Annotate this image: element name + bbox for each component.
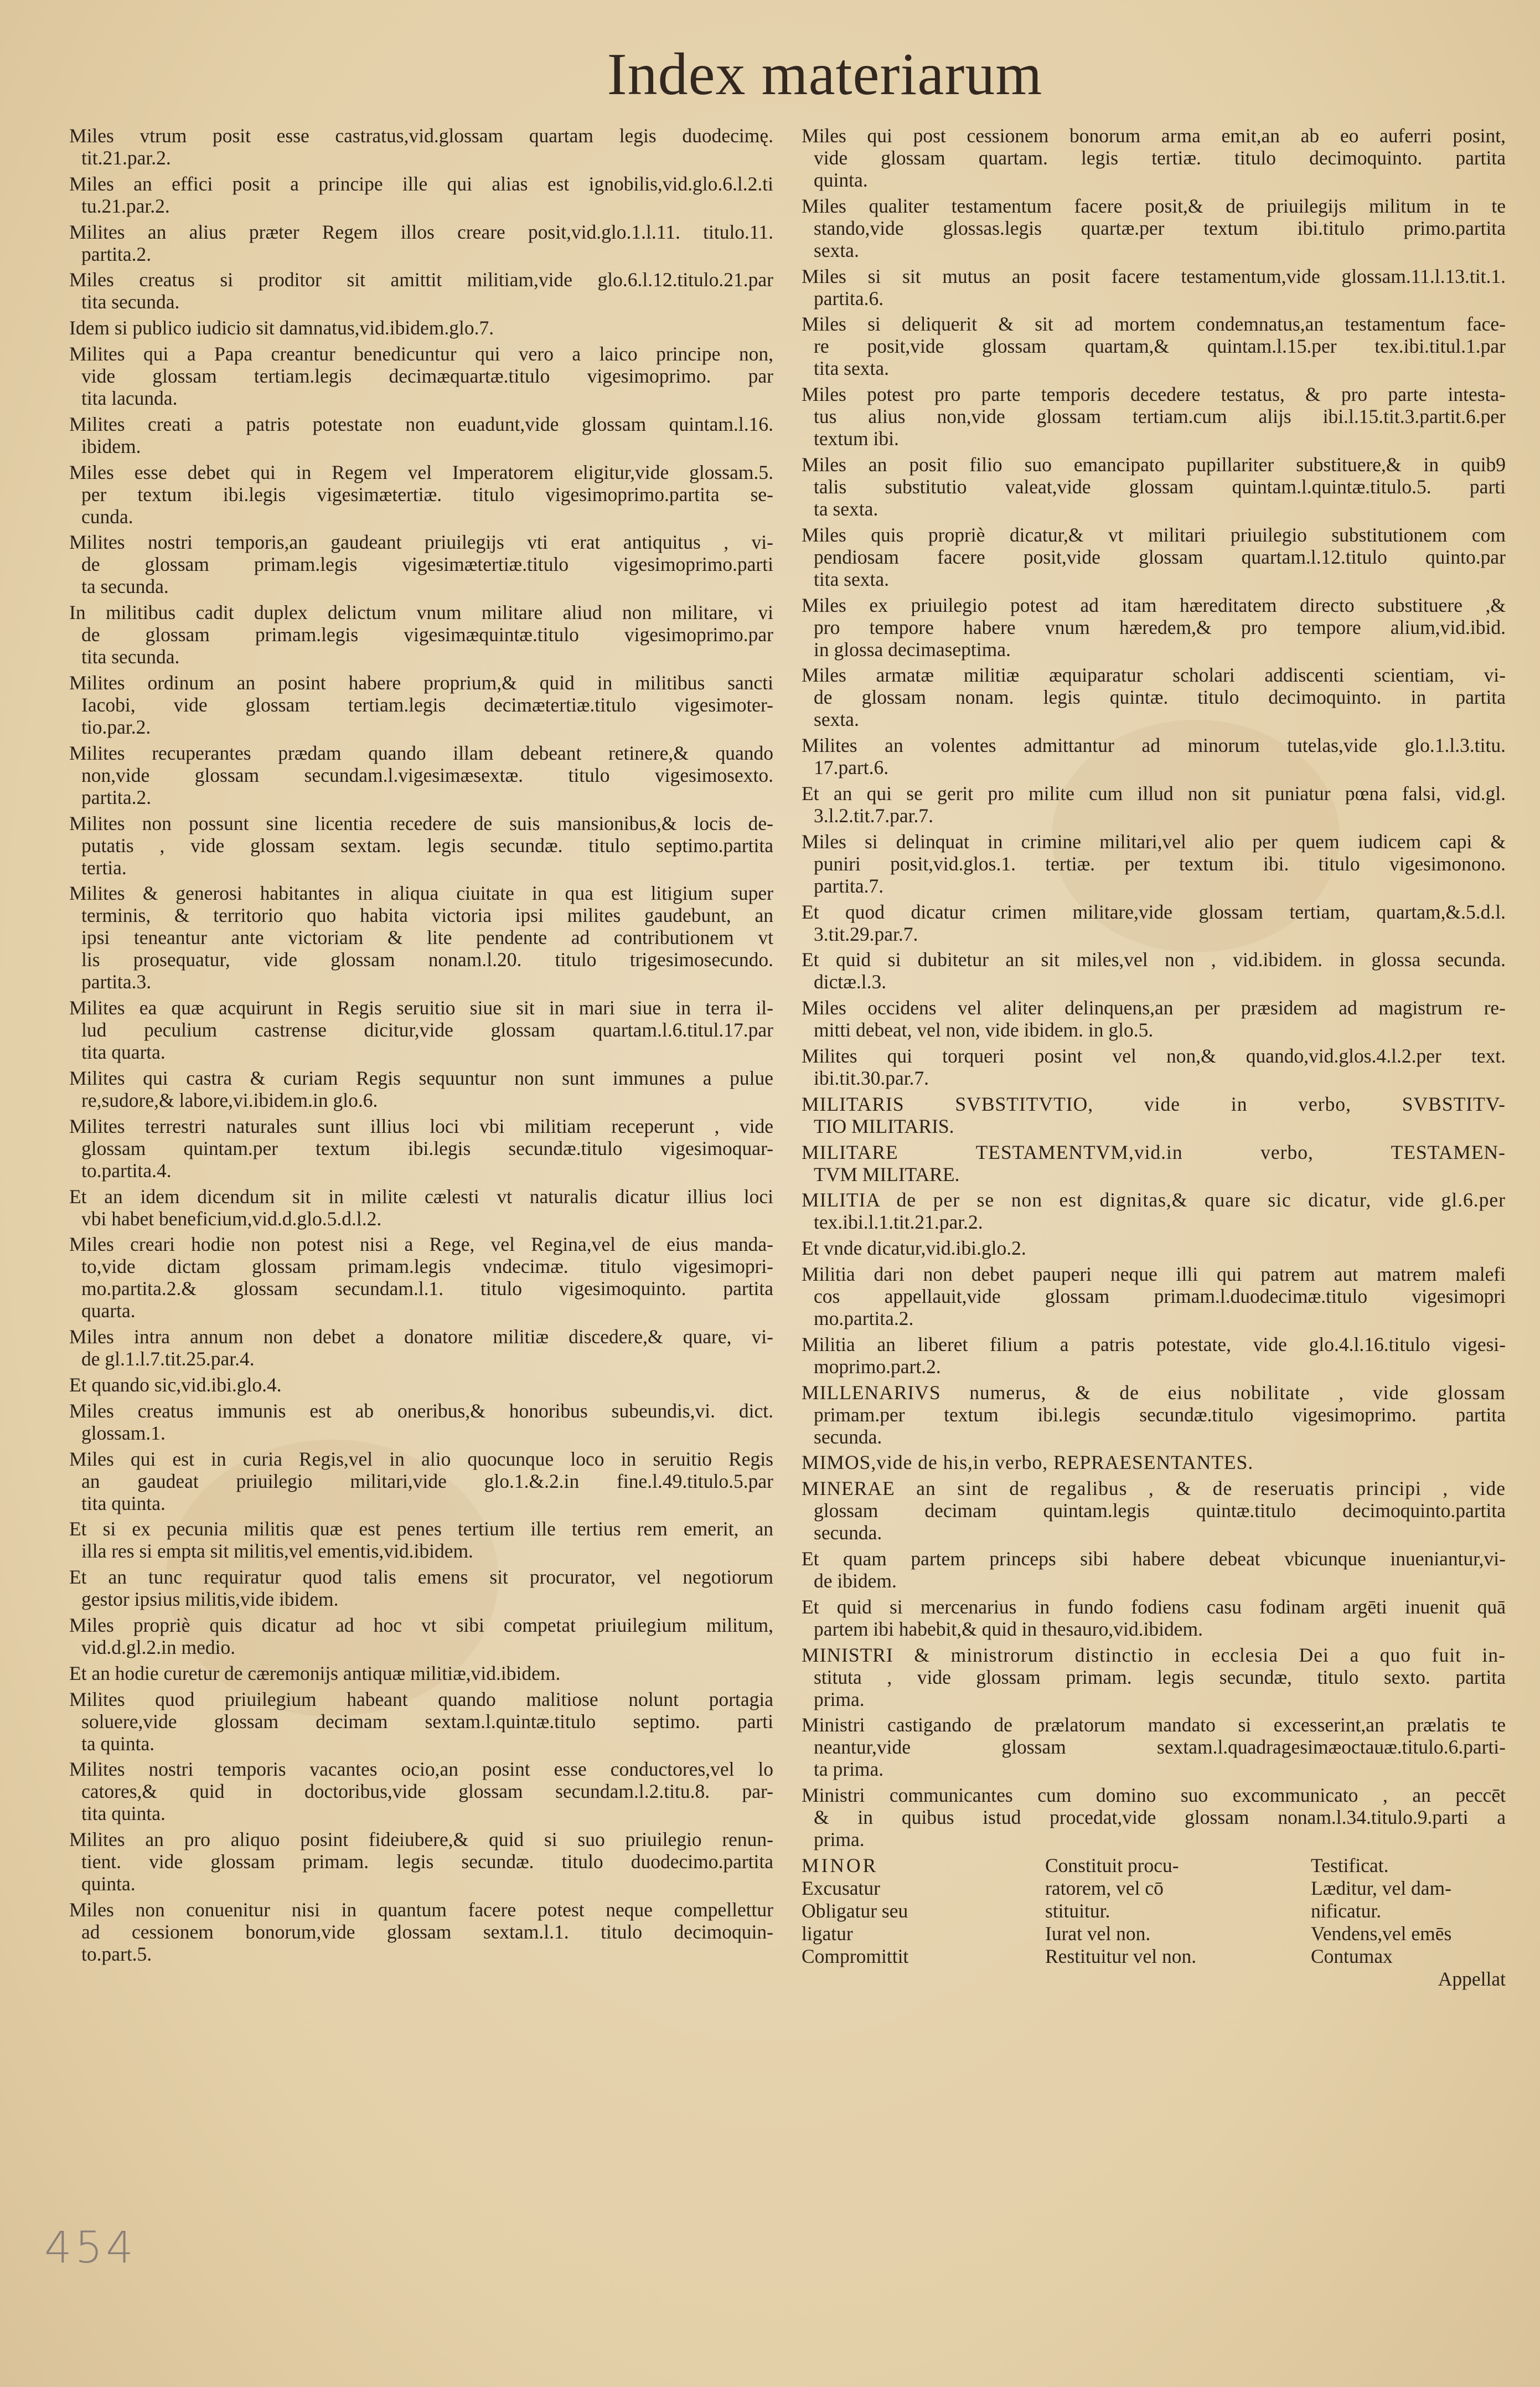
index-entry (69, 1185, 773, 1230)
entry-line: Milites nostri temporis vacantes ocio,an posint esse conductores,vel lo (69, 1758, 773, 1781)
entry-line: MINISTRI & ministrorum distinctio in ecclesia Dei a quo fuit in- (802, 1643, 1506, 1666)
entry-line: Miles quis propriè dicatur,& vt militari priuilegio substitutionem com (802, 523, 1506, 546)
entry-line: ta prima. (814, 1758, 884, 1781)
entry-line: ta sexta. (814, 497, 878, 520)
index-entry (69, 1448, 773, 1514)
entry-line: terminis, & territorio quo habita victoria ipsi milites gaudebunt, an (81, 904, 773, 927)
entry-line: to.partita.4. (81, 1159, 172, 1182)
entry-line: tient. vide glossam primam. legis secundæ. titulo duodecimo.partita (81, 1850, 773, 1873)
entry-line: de gl.1.l.7.tit.25.par.4. (81, 1348, 255, 1370)
entry-line: stituta , vide glossam primam. legis secundæ, titulo sexto. partita (814, 1666, 1506, 1688)
entry-line: Miles propriè quis dicatur ad hoc vt sibi competat priuilegium militum, (69, 1613, 773, 1636)
entry-line: MINERAE an sint de regalibus , & de reseruatis principi , vide (802, 1477, 1506, 1500)
entry-line: vide glossam tertiam.legis decimæquartæ.titulo vigesimoprimo. par (81, 364, 773, 387)
index-entry (802, 1263, 1506, 1329)
minor-subentry: Restituitur vel non. (1045, 1945, 1197, 1967)
entry-line: pro tempore habere vnum hæredem,& pro tempore alium,vid.ibid. (814, 616, 1506, 638)
minor-subentry: Vendens,vel emēs (1311, 1922, 1452, 1945)
minor-subentry: Excusatur (802, 1876, 880, 1899)
entry-line: Miles si delinquat in crimine militari,vel alio per quem iudicem capi & (802, 830, 1506, 853)
entry-line: moprimo.part.2. (814, 1355, 941, 1378)
entry-line: lis prosequatur, vide glossam nonam.l.20. titulo trigesimosecundo. (81, 948, 773, 971)
entry-line: Miles qui post cessionem bonorum arma emit,an ab eo auferri posint, (802, 125, 1506, 147)
minor-subentry: ratorem, vel cō (1045, 1876, 1164, 1899)
index-entry (69, 742, 773, 808)
entry-line: Milites non possunt sine licentia recedere de suis mansionibus,& locis de- (69, 812, 773, 834)
minor-subentry: Iurat vel non. (1045, 1922, 1151, 1945)
minor-subentry: Compromittit (802, 1945, 909, 1967)
entry-line: MILITARIS SVBSTITVTIO, vide in verbo, SVBSTITV- (802, 1092, 1506, 1115)
index-entry (69, 1614, 773, 1658)
entry-line: de ibidem. (814, 1569, 897, 1592)
entry-line: stando,vide glossas.legis quartæ.per textum ibi.titulo primo.partita (814, 216, 1506, 239)
entry-line: mitti debeat, vel non, vide ibidem. in glo.5. (814, 1019, 1154, 1042)
entry-line: putatis , vide glossam sextam. legis secundæ. titulo septimo.partita (81, 834, 773, 857)
entry-line: Miles esse debet qui in Regem vel Imperatorem eligitur,vide glossam.5. (69, 461, 773, 483)
entry-line: Et quid si mercenarius in fundo fodiens casu fodinam argēti inuenit quā (802, 1595, 1506, 1618)
entry-line: ad cessionem bonorum,vide glossam sextam.l.1. titulo decimoquin- (81, 1920, 773, 1943)
index-entry (802, 125, 1506, 191)
index-entry (69, 125, 773, 169)
index-entry (69, 461, 773, 528)
entry-line: Et vnde dicatur,vid.ibi.glo.2. (802, 1237, 1026, 1260)
entry-line: Miles si sit mutus an posit facere testamentum,vide glossam.11.l.13.tit.1. (802, 265, 1506, 287)
entry-line: mo.partita.2.& glossam secundam.l.1. titulo vigesimoquinto. partita (81, 1277, 773, 1300)
index-entry (69, 1067, 773, 1111)
entry-line: Et quid si dubitetur an sit miles,vel non , vid.ibidem. in glossa secunda. (802, 948, 1506, 971)
index-entry (69, 1400, 773, 1444)
entry-line: neantur,vide glossam sextam.l.quadragesimæoctauæ.titulo.6.parti- (814, 1736, 1506, 1759)
entry-line: Et an hodie curetur de cæremonijs antiquæ militiæ,vid.ibidem. (69, 1662, 561, 1684)
entry-line: Milites an pro aliquo posint fideiubere,& quid si suo priuilegio renun- (69, 1828, 773, 1851)
minor-subentry (1045, 1968, 1311, 1991)
entry-line: glossam decimam quintam.legis quintæ.titulo decimoquinto.partita (814, 1499, 1506, 1522)
entry-line: partita.7. (814, 874, 884, 897)
entry-line: Milites qui castra & curiam Regis sequuntur non sunt immunes a pulue (69, 1066, 773, 1089)
entry-line: Miles si deliquerit & sit ad mortem condemnatus,an testamentum face- (802, 313, 1506, 336)
entry-line: tex.ibi.l.1.tit.21.par.2. (814, 1211, 983, 1234)
index-entry (69, 1758, 773, 1824)
minor-subentry: Contumax (1311, 1945, 1393, 1967)
entry-line: ta quinta. (81, 1732, 155, 1755)
entry-line: tita quinta. (81, 1492, 166, 1514)
index-entry (802, 1784, 1506, 1850)
minor-subentry: ligatur (802, 1922, 853, 1945)
entry-line: talis substitutio valeat,vide glossam quintam.l.quintæ.titulo.5. parti (814, 475, 1506, 498)
index-entry (802, 1644, 1506, 1710)
entry-line: gestor ipsius militis,vide ibidem. (81, 1588, 339, 1611)
entry-line: Miles creatus immunis est ab oneribus,& honoribus subeundis,vi. dict. (69, 1399, 773, 1422)
entry-line: Milites qui torqueri posint vel non,& quando,vid.glos.4.l.2.per text. (802, 1044, 1506, 1067)
entry-line: cos appellauit,vide glossam primam.l.duodecimæ.titulo vigesimopri (814, 1285, 1506, 1307)
entry-line: MILLENARIVS numerus, & de eius nobilitate , vide glossam (802, 1381, 1506, 1404)
entry-line: prima. (814, 1828, 865, 1851)
entry-line: Militia an liberet filium a patris potestate, vide glo.4.l.16.titulo vigesi- (802, 1333, 1506, 1355)
entry-line: de glossam primam.legis vigesimæquintæ.titulo vigesimoprimo.par (81, 623, 773, 646)
entry-line: vid.d.gl.2.in medio. (81, 1636, 236, 1658)
index-entry (69, 672, 773, 738)
minor-subentry: MINOR (802, 1854, 878, 1876)
index-entry (69, 882, 773, 993)
minor-subentry: Testificat. (1311, 1854, 1389, 1876)
entry-line: textum ibi. (814, 427, 899, 450)
entry-line: vbi habet beneficium,vid.d.glo.5.d.l.2. (81, 1207, 382, 1230)
entry-line: glossam.1. (81, 1421, 166, 1444)
entry-line: Miles an effici posit a principe ille qui alias est ignobilis,vid.glo.6.l.2.ti (69, 172, 773, 195)
index-entry (69, 173, 773, 217)
entry-line: pendiosam facere posit,vide glossam quartam.l.12.titulo quinto.par (814, 545, 1506, 568)
entry-line: Milites & generosi habitantes in aliqua ciuitate in qua est litigium super (69, 882, 773, 905)
index-entry (802, 453, 1506, 520)
index-entry (802, 1381, 1506, 1448)
entry-line: Milites quod priuilegium habeant quando malitiose nolunt portagia (69, 1688, 773, 1710)
index-entry (69, 812, 773, 879)
entry-line: Et an idem dicendum sit in milite cælesti vt naturalis dicatur illius loci (69, 1185, 773, 1208)
entry-line: soluere,vide glossam decimam sextam.l.quintæ.titulo septimo. parti (81, 1710, 773, 1733)
entry-line: TIO MILITARIS. (814, 1115, 954, 1137)
entry-line: dictæ.l.3. (814, 971, 887, 993)
entry-line: prima. (814, 1688, 865, 1710)
index-entry (802, 265, 1506, 310)
entry-line: de glossam primam.legis vigesimætertiæ.titulo vigesimoprimo.parti (81, 553, 773, 576)
index-entry (802, 1045, 1506, 1089)
entry-line: de glossam nonam. legis quintæ. titulo decimoquinto. in partita (814, 686, 1506, 709)
entry-line: vide glossam quartam. legis tertiæ. titulo decimoquinto. partita (814, 147, 1506, 169)
entry-line: quinta. (81, 1873, 136, 1895)
entry-line: tertia. (81, 856, 127, 879)
entry-line: Miles creari hodie non potest nisi a Rege, vel Regina,vel de eius manda- (69, 1233, 773, 1256)
entry-line: quinta. (814, 169, 868, 191)
index-entry (802, 383, 1506, 450)
entry-line: Miles potest pro parte temporis decedere testatus, & pro parte intesta- (802, 383, 1506, 406)
entry-line: secunda. (814, 1522, 882, 1544)
entry-line: Ministri castigando de prælatorum mandato si excesserint,an prælatis te (802, 1714, 1506, 1736)
entry-line: glossam quintam.per textum ibi.legis secundæ.titulo vigesimoquar- (81, 1137, 773, 1159)
index-entry (802, 1548, 1506, 1592)
entry-line: Militia dari non debet pauperi neque illi qui patrem aut matrem malefi (802, 1262, 1506, 1285)
entry-line: Milites ea quæ acquirunt in Regis seruitio siue sit in mari siue in terra il- (69, 997, 773, 1019)
entry-line: & in quibus istud procedat,vide glossam nonam.l.34.titulo.9.parti a (814, 1806, 1506, 1829)
entry-line: illa res si empta sit militis,vel ementis,vid.ibidem. (81, 1540, 473, 1563)
entry-line: tita sexta. (814, 568, 890, 590)
entry-line: tita quinta. (81, 1802, 166, 1825)
index-entry (802, 594, 1506, 661)
entry-line: tu.21.par.2. (81, 194, 170, 217)
folio-number: 454 (44, 2223, 137, 2273)
entry-line: Miles vtrum posit esse castratus,vid.glossam quartam legis duodecimę. (69, 125, 773, 147)
minor-subentry: stituitur. (1045, 1899, 1110, 1922)
index-entry (69, 531, 773, 597)
index-entry (802, 1333, 1506, 1378)
entry-line: Milites terrestri naturales sunt illius loci vbi militiam receperunt , vide (69, 1115, 773, 1137)
entry-line: ipsi teneantur ante victoriam & lite pendente ad contributionem vt (81, 926, 773, 949)
entry-line: 3.tit.29.par.7. (814, 922, 918, 945)
index-entry (802, 1477, 1506, 1544)
minor-subentry: Obligatur seu (802, 1899, 908, 1922)
index-entry (69, 997, 773, 1063)
entry-line: Miles intra annum non debet a donatore militiæ discedere,& quare, vi- (69, 1326, 773, 1348)
entry-line: re,sudore,& labore,vi.ibidem.in glo.6. (81, 1089, 378, 1111)
entry-line: Miles armatæ militiæ æquiparatur scholari addiscenti scientiam, vi- (802, 664, 1506, 687)
entry-line: to.part.5. (81, 1942, 152, 1965)
entry-line: 17.part.6. (814, 756, 889, 779)
entry-line: secunda. (814, 1425, 882, 1448)
entry-line: MILITARE TESTAMENTVM,vid.in verbo, TESTAMEN- (802, 1141, 1506, 1163)
minor-subentry: Constituit procu- (1045, 1854, 1179, 1876)
entry-line: non,vide glossam secundam.l.vigesimæsextæ. titulo vigesimosexto. (81, 764, 773, 786)
index-entry (69, 1662, 773, 1684)
entry-line: Miles non conuenitur nisi in quantum facere potest neque compellettur (69, 1898, 773, 1921)
entry-line: Miles creatus si proditor sit amittit militiam,vide glo.6.l.12.titulo.21.par (69, 269, 773, 291)
entry-line: tita secunda. (81, 291, 180, 313)
entry-line: partita.6. (814, 287, 884, 310)
entry-line: tita lacunda. (81, 386, 178, 409)
index-entry (69, 1326, 773, 1370)
index-entry (69, 1518, 773, 1562)
entry-line: re posit,vide glossam quartam,& quintam.l.15.per tex.ibi.titul.1.par (814, 335, 1506, 358)
minor-subentry: Læditur, vel dam- (1311, 1876, 1451, 1899)
entry-line: partita.2. (81, 243, 152, 265)
entry-line: Iacobi, vide glossam tertiam.legis decimætertiæ.titulo vigesimoter- (81, 693, 773, 716)
right-column-entries (802, 125, 1506, 1850)
entry-line: puniri posit,vid.glos.1. tertiæ. per textum ibi. titulo vigesimonono. (814, 852, 1506, 875)
index-entry (802, 1189, 1506, 1233)
index-entry (802, 901, 1506, 945)
right-column (802, 125, 1506, 1991)
entry-line: quarta. (81, 1300, 136, 1322)
entry-line: Milites nostri temporis,an gaudeant priuilegijs vti erat antiquitus , vi- (69, 531, 773, 554)
entry-line: tio.par.2. (81, 715, 151, 738)
entry-line: partem ibi habebit,& quid in thesauro,vid.ibidem. (814, 1617, 1203, 1640)
minor-subentry (802, 1968, 1045, 1991)
entry-line: MILITIA de per se non est dignitas,& quare sic dicatur, vide gl.6.per (802, 1189, 1506, 1211)
index-entry (802, 734, 1506, 779)
index-entry (69, 221, 773, 265)
entry-line: In militibus cadit duplex delictum vnum militare aliud non militare, vi (69, 601, 773, 624)
index-entry (802, 1141, 1506, 1185)
entry-line: Miles an posit filio suo emancipato pupillariter substituere,& in quib9 (802, 453, 1506, 476)
entry-line: in glossa decimaseptima. (814, 638, 1011, 661)
entry-line: tita sexta. (814, 357, 890, 380)
entry-line: catores,& quid in doctoribus,vide glossam secundam.l.2.titu.8. par- (81, 1780, 773, 1803)
index-entry (802, 1093, 1506, 1137)
entry-line: Et quando sic,vid.ibi.glo.4. (69, 1373, 282, 1396)
entry-line: Milites ordinum an posint habere proprium,& quid in militibus sancti (69, 671, 773, 694)
entry-line: TVM MILITARE. (814, 1163, 960, 1185)
entry-line: Miles ex priuilegio potest ad itam hæreditatem directo substituere ,& (802, 594, 1506, 616)
index-entry (802, 524, 1506, 590)
entry-line: lud peculium castrense dicitur,vide glossam quartam.l.6.titul.17.par (81, 1019, 773, 1042)
entry-line: Et quam partem princeps sibi habere debeat vbicunque inueniantur,vi- (802, 1547, 1506, 1570)
entry-line: ta secunda. (81, 575, 169, 598)
index-entry (802, 948, 1506, 993)
index-entry (69, 1115, 773, 1182)
index-entry (802, 313, 1506, 379)
entry-line: Miles occidens vel aliter delinquens,an per præsidem ad magistrum re- (802, 997, 1506, 1019)
entry-line: tit.21.par.2. (81, 147, 171, 169)
index-entry (802, 997, 1506, 1041)
index-entry (69, 1828, 773, 1895)
index-entry (69, 1374, 773, 1396)
index-entry (802, 195, 1506, 261)
entry-line: Milites creati a patris potestate non euadunt,vide glossam quintam.l.16. (69, 413, 773, 435)
entry-line: Milites an volentes admittantur ad minorum tutelas,vide glo.1.l.3.titu. (802, 734, 1506, 757)
index-entry (69, 317, 773, 339)
entry-line: to,vide dictam glossam primam.legis vndecimæ. titulo vigesimopri- (81, 1255, 773, 1278)
entry-line: cunda. (81, 505, 133, 528)
entry-line: ibidem. (81, 435, 141, 457)
index-entry (802, 1237, 1506, 1259)
index-entry (802, 831, 1506, 897)
entry-line: sexta. (814, 239, 859, 261)
index-entry (802, 1451, 1506, 1473)
entry-line: partita.3. (81, 971, 152, 993)
entry-line: sexta. (814, 708, 859, 731)
index-entry (69, 1899, 773, 1965)
index-entry (69, 269, 773, 313)
index-entry (69, 1688, 773, 1755)
entry-line: Et si ex pecunia militis quæ est penes tertium ille tertius rem emerit, an (69, 1518, 773, 1540)
entry-line: tus alius non,vide glossam tertiam.cum alijs ibi.l.15.tit.3.partit.6.per (814, 405, 1506, 428)
entry-line: primam.per textum ibi.legis secundæ.titulo vigesimoprimo. partita (814, 1403, 1506, 1426)
entry-line: partita.2. (81, 786, 152, 808)
index-entry (802, 1596, 1506, 1640)
entry-line: Miles qui est in curia Regis,vel in alio quocunque loco in seruitio Regis (69, 1447, 773, 1470)
entry-line: Et quod dicatur crimen militare,vide glossam tertiam, quartam,&.5.d.l. (802, 900, 1506, 923)
entry-line: Et an qui se gerit pro milite cum illud non sit puniatur pœna falsi, vid.gl. (802, 782, 1506, 805)
entry-line: Milites recuperantes prædam quando illam debeant retinere,& quando (69, 741, 773, 764)
left-column (69, 125, 773, 1969)
entry-line: Idem si publico iudicio sit damnatus,vid.ibidem.glo.7. (69, 317, 494, 339)
entry-line: Et an tunc requiratur quod talis emens sit procurator, vel negotiorum (69, 1566, 773, 1589)
entry-line: Miles qualiter testamentum facere posit,& de priuilegijs militum in te (802, 194, 1506, 217)
index-entry (69, 413, 773, 457)
entry-line: Milites an alius præter Regem illos creare posit,vid.glo.1.l.11. titulo.11. (69, 220, 773, 243)
index-entry (69, 343, 773, 409)
index-entry (69, 1233, 773, 1322)
entry-line: MIMOS,vide de his,in verbo, REPRAESENTANTES. (802, 1451, 1254, 1474)
index-entry (802, 664, 1506, 730)
index-entry (69, 1566, 773, 1610)
minor-subentry: Appellat (1438, 1967, 1506, 1990)
entry-line: Milites qui a Papa creantur benedicuntur qui vero a laico principe non, (69, 342, 773, 365)
entry-line: Ministri communicantes cum domino suo excommunicato , an peccēt (802, 1784, 1506, 1807)
entry-line: 3.l.2.tit.7.par.7. (814, 804, 933, 827)
entry-line: an gaudeat priuilegio militari,vide glo.1.&.2.in fine.l.49.titulo.5.par (81, 1470, 773, 1492)
minor-subentry: nificatur. (1311, 1899, 1382, 1922)
index-entry (802, 782, 1506, 827)
entry-line: per textum ibi.legis vigesimætertiæ. titulo vigesimoprimo.partita se- (81, 483, 773, 506)
index-entry (802, 1714, 1506, 1780)
index-entry (69, 601, 773, 668)
entry-line: tita quarta. (81, 1041, 166, 1064)
entry-line: mo.partita.2. (814, 1307, 914, 1329)
running-head: Index materiarum (607, 42, 1043, 107)
entry-line: tita secunda. (81, 646, 180, 668)
entry-line: ibi.tit.30.par.7. (814, 1066, 929, 1089)
minor-subentries-table (802, 1854, 1506, 1991)
